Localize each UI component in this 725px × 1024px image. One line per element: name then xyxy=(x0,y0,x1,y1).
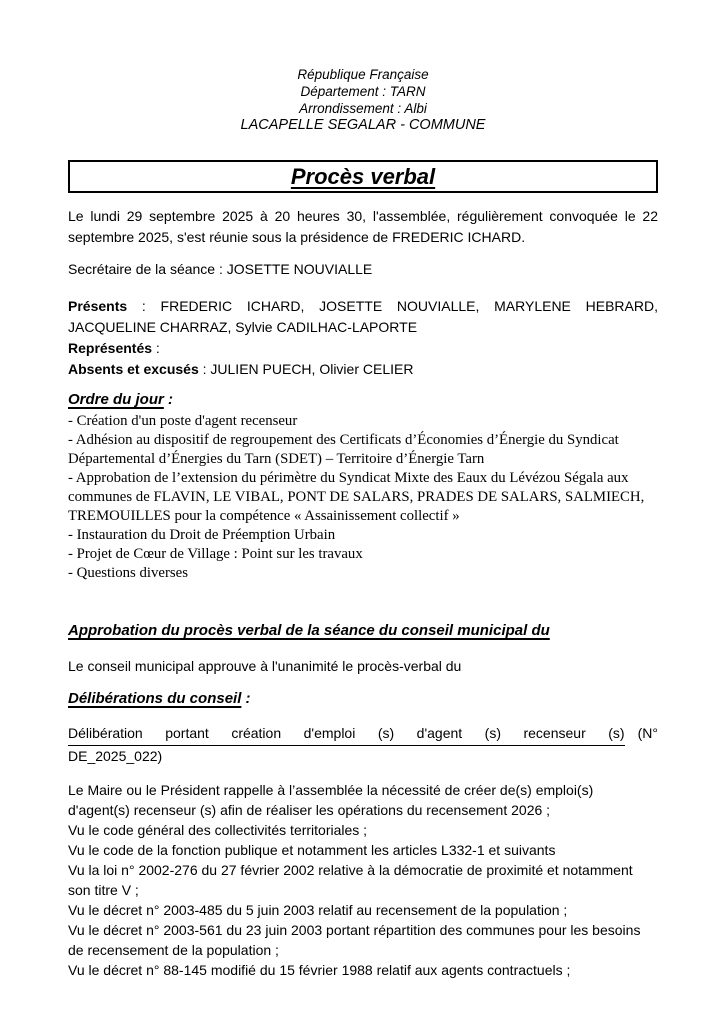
agenda-item: - Adhésion au dispositif de regroupement des Certificats d’Économies d’Énergie du Syndicat Départemental d’Énergies du Tarn (SDET) – Territoire d’Énergie Tarn xyxy=(68,432,619,467)
deliberation-number: DE_2025_022) xyxy=(68,748,163,764)
absents-line xyxy=(68,359,658,380)
deliberations-heading-colon: : xyxy=(241,690,251,707)
deliberation-title xyxy=(68,723,658,767)
deliberation-title-word: recenseur xyxy=(523,725,586,741)
recital-item: Vu le code général des collectivités territoriales ; xyxy=(68,822,368,838)
agenda-item: - Projet de Cœur de Village : Point sur les travaux xyxy=(68,546,363,562)
document-title: Procès verbal xyxy=(290,163,436,189)
deliberation-title-word: création xyxy=(231,725,282,741)
recital-item: Vu le décret n° 2003-485 du 5 juin 2003 relatif au recensement de la population ; xyxy=(68,902,568,918)
presents-line xyxy=(68,296,658,338)
deliberation-title-word: d'emploi xyxy=(303,725,356,741)
recital-item: Vu le code de la fonction publique et notamment les articles L332-1 et suivants xyxy=(68,842,556,858)
recital-item: Vu le décret n° 2003-561 du 23 juin 2003 portant répartition des communes pour les besoins de recensement de la population ; xyxy=(68,922,641,958)
agenda-list xyxy=(68,412,658,583)
recital-item: Vu la loi n° 2002-276 du 27 février 2002 relative à la démocratie de proximité et notamment son titre V ; xyxy=(68,862,633,898)
header-republique: République Française xyxy=(297,67,429,82)
agenda-item: - Création d'un poste d'agent recenseur xyxy=(68,413,298,429)
attendance-block xyxy=(68,296,658,380)
deliberations-heading xyxy=(68,689,658,709)
represented-label: Représentés xyxy=(68,340,153,356)
agenda-item: - Questions diverses xyxy=(68,565,189,581)
header-arrondissement: Arrondissement : Albi xyxy=(299,101,427,116)
title-box xyxy=(68,160,658,193)
deliberation-title-word: portant xyxy=(165,725,209,741)
deliberations-heading-text: Délibérations du conseil xyxy=(68,690,242,707)
document-header xyxy=(68,66,658,134)
deliberation-number-prefix: (N° xyxy=(637,725,658,741)
agenda-heading xyxy=(68,390,658,410)
approval-heading xyxy=(68,621,658,641)
recitals-block xyxy=(68,780,658,980)
represented-names: : xyxy=(152,340,160,356)
header-commune: LACAPELLE SEGALAR - COMMUNE xyxy=(240,117,486,133)
approval-body: Le conseil municipal approuve à l'unanimité le procès-verbal du xyxy=(68,658,462,674)
represented-line xyxy=(68,338,658,359)
absents-label: Absents et excusés xyxy=(68,361,199,377)
absents-names: : JULIEN PUECH, Olivier CELIER xyxy=(198,361,414,377)
header-departement: Département : TARN xyxy=(300,84,426,99)
deliberation-title-word: Délibération xyxy=(68,725,143,741)
session-intro-paragraph: Le lundi 29 septembre 2025 à 20 heures 30, l'assemblée, régulièrement convoquée le 22 septembre 2025, s'est réunie sous la présidence de FREDERIC ICHARD. xyxy=(68,208,658,245)
recital-item: Le Maire ou le Président rappelle à l’assemblée la nécessité de créer de(s) emploi(s) d'agent(s) recenseur (s) afin de réaliser les opérations du recensement 2026 ; xyxy=(68,782,594,818)
agenda-item: - Instauration du Droit de Préemption Urbain xyxy=(68,527,336,543)
agenda-item: - Approbation de l’extension du périmètre du Syndicat Mixte des Eaux du Lévézou Ségala aux communes de FLAVIN, LE VIBAL, PONT DE SALARS, PRADES DE SALARS, SALMIECH, TREMOUILLES pour la compétence « Assainissement collectif » xyxy=(68,470,645,524)
deliberation-title-word: (s) xyxy=(377,725,395,741)
recital-item: Vu le décret n° 88-145 modifié du 15 février 1988 relatif aux agents contractuels ; xyxy=(68,962,571,978)
deliberation-title-word: (s) xyxy=(608,725,625,741)
presents-label: Présents xyxy=(68,298,128,314)
deliberation-title-line1 xyxy=(68,723,658,746)
approval-heading-text: Approbation du procès verbal de la séance du conseil municipal du xyxy=(68,622,550,639)
agenda-heading-text: Ordre du jour xyxy=(68,391,164,408)
agenda-heading-colon: : xyxy=(163,391,174,408)
deliberation-title-underlined xyxy=(68,723,625,746)
secretary-line: Secrétaire de la séance : JOSETTE NOUVIALLE xyxy=(68,261,373,277)
deliberation-title-word: d'agent xyxy=(416,725,463,741)
presents-names: : FREDERIC ICHARD, JOSETTE NOUVIALLE, MARYLENE HEBRARD, JACQUELINE CHARRAZ, Sylvie CADILHAC-LAPORTE xyxy=(68,298,658,335)
deliberation-title-word: (s) xyxy=(484,725,501,741)
